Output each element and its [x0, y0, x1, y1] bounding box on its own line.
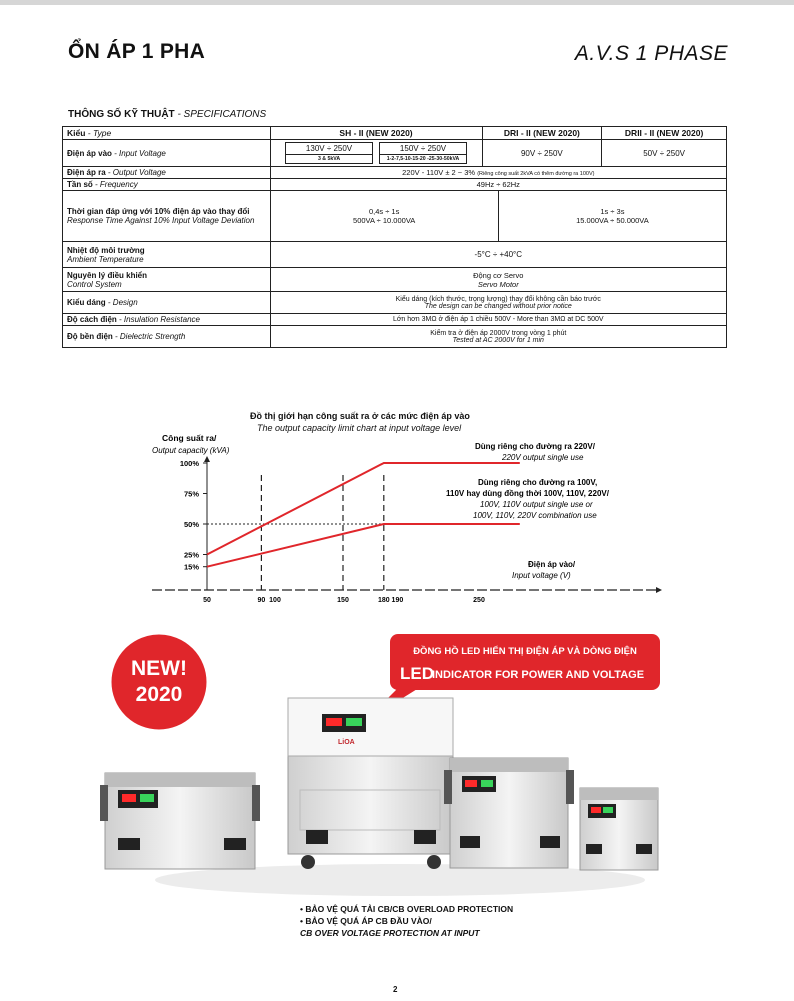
- value: 1s ÷ 3s: [600, 207, 625, 216]
- y-tick-label: 75%: [183, 489, 199, 499]
- table-row: [63, 167, 727, 179]
- value: 130V ÷ 250V: [286, 143, 372, 155]
- x-tick-label: 180: [377, 597, 390, 604]
- series-line: [207, 463, 520, 555]
- spec-title-en: - SPECIFICATIONS: [177, 109, 267, 120]
- x-tick-label: 250: [473, 597, 485, 604]
- x-tick-label: 50: [203, 597, 211, 604]
- y-axis-arrow: [204, 456, 210, 462]
- list-item: CB OVER VOLTAGE PROTECTION AT INPUT: [300, 928, 480, 938]
- x-tick-label: 150: [337, 597, 349, 604]
- row-label: Độ cách điện - Insulation Resistance: [63, 314, 271, 326]
- feature-list: [300, 903, 513, 939]
- x-tick-label: 100: [269, 597, 281, 604]
- value: 15.000VA ÷ 50.000VA: [576, 216, 649, 225]
- value: 49Hz ÷ 62Hz: [270, 179, 726, 191]
- table-row: [63, 191, 727, 242]
- col-header: DRI - II (NEW 2020): [482, 127, 602, 140]
- chart-title: Đồ thị giới hạn công suất ra ở các mức điện áp vào: [250, 411, 470, 421]
- table-row: [63, 140, 727, 167]
- annotation: Dùng riêng cho đường ra 220V/: [475, 442, 595, 451]
- table-row: [63, 326, 727, 348]
- sh-input-cell: [270, 140, 482, 167]
- value: 90V ÷ 250V: [482, 140, 602, 167]
- spec-section-title: [68, 109, 266, 120]
- x-axis-arrow: [656, 587, 662, 593]
- y-axis-label-en: Output capacity (kVA): [152, 446, 230, 455]
- y-axis-label: Công suất ra/: [162, 433, 217, 443]
- stabilizer-unit: [580, 788, 658, 870]
- top-rule: [0, 0, 794, 5]
- row-label: Thời gian đáp ứng với 10% điện áp vào thay đổi Response Time Against 10% Input Voltage Deviation: [63, 191, 271, 242]
- stabilizer-unit-large: [288, 698, 453, 869]
- x-axis-label: Điện áp vào/: [528, 560, 576, 569]
- y-tick-label: 100%: [179, 459, 199, 468]
- stabilizer-unit: [100, 773, 260, 869]
- y-tick-label: 25%: [183, 550, 199, 560]
- x-axis-label-en: Input voltage (V): [512, 571, 571, 580]
- value: 220V - 110V ± 2 ~ 3% (Riêng công suất 2kVA có thêm đường ra 100V): [270, 167, 726, 179]
- ticks: [180, 459, 485, 604]
- row-label: Độ bền điện - Dielectric Strength: [63, 326, 271, 348]
- callout-led: LED: [400, 664, 434, 683]
- table-row: [63, 268, 727, 292]
- value: 1-2-7,5-10-15-20 -25-30-50kVA: [386, 156, 460, 162]
- value: 150V ÷ 250V: [380, 143, 466, 155]
- row-label: Nhiệt độ môi trường Ambient Temperature: [63, 242, 271, 268]
- stabilizer-unit: [444, 758, 574, 868]
- page-number: 2: [393, 985, 398, 994]
- list-item: • BẢO VỆ QUÁ TẢI CB/CB OVERLOAD PROTECTION: [300, 904, 514, 914]
- chart-subtitle: The output capacity limit chart at input voltage level: [257, 423, 462, 433]
- value: 0,4s ÷ 1s: [368, 207, 400, 216]
- annotation: 110V hay dùng đồng thời 100V, 110V, 220V/: [446, 489, 609, 498]
- badge-text: 2020: [135, 683, 183, 706]
- annotation: 220V output single use: [502, 453, 584, 462]
- x-tick-label: 190: [391, 597, 404, 604]
- value: 50V ÷ 250V: [602, 140, 727, 167]
- value: Kiểm tra ở điện áp 2000V trong vòng 1 phút Tested at AC 2000V for 1 min: [270, 326, 726, 348]
- table-row: [63, 179, 727, 191]
- table-row: [63, 292, 727, 314]
- col-header: DRII - II (NEW 2020): [602, 127, 727, 140]
- table-row: [63, 242, 727, 268]
- list-item: • BẢO VỆ QUÁ ÁP CB ĐẦU VÀO/: [300, 916, 432, 926]
- y-tick-label: 15%: [183, 562, 199, 572]
- value: Động cơ Servo Servo Motor: [270, 268, 726, 292]
- value: Kiểu dáng (kích thước, trọng lượng) thay đổi không cần báo trước The design can be changed without prior notice: [270, 292, 726, 314]
- row-label: Điện áp vào - Input Voltage: [63, 140, 271, 167]
- callout-en: INDICATOR FOR POWER AND VOLTAGE: [432, 669, 645, 681]
- capacity-chart: [140, 430, 680, 605]
- annotation: 100V, 110V, 220V combination use: [473, 511, 597, 520]
- row-label: Nguyên lý điều khiển Control System: [63, 268, 271, 292]
- value: Lớn hơn 3MΩ ở điện áp 1 chiều 500V - More than 3MΩ at DC 500V: [270, 314, 726, 326]
- value: 3 & 5kVA: [317, 156, 341, 162]
- new-badge: [110, 633, 208, 731]
- callout-vi: ĐỒNG HỒ LED HIỂN THỊ ĐIỆN ÁP VÀ DÒNG ĐIỆN: [413, 646, 637, 657]
- response-cell: [270, 191, 726, 242]
- annotation: Dùng riêng cho đường ra 100V,: [478, 478, 598, 487]
- value: -5°C ÷ +40°C: [270, 242, 726, 268]
- row-label: Kiểu - Type: [63, 127, 271, 140]
- col-header: SH - II (NEW 2020): [270, 127, 482, 140]
- x-tick-label: 90: [257, 597, 266, 604]
- table-row: [63, 127, 727, 140]
- page-title: ỔN ÁP 1 PHA: [68, 40, 206, 63]
- page-title-en: A.V.S 1 PHASE: [574, 42, 728, 65]
- spec-table: [62, 126, 727, 348]
- annotation: 100V, 110V output single use or: [480, 500, 593, 509]
- product-photo: [100, 630, 660, 902]
- row-label: Tần số - Frequency: [63, 179, 271, 191]
- row-label: Kiểu dáng - Design: [63, 292, 271, 314]
- value: 500VA ÷ 10.000VA: [353, 216, 416, 225]
- brand-logo: LiOA: [338, 739, 355, 746]
- table-row: [63, 314, 727, 326]
- badge-text: NEW!: [131, 657, 187, 680]
- y-tick-label: 50%: [183, 520, 199, 529]
- spec-title-vi: THÔNG SỐ KỸ THUẬT: [68, 109, 175, 120]
- row-label: Điện áp ra - Output Voltage: [63, 167, 271, 179]
